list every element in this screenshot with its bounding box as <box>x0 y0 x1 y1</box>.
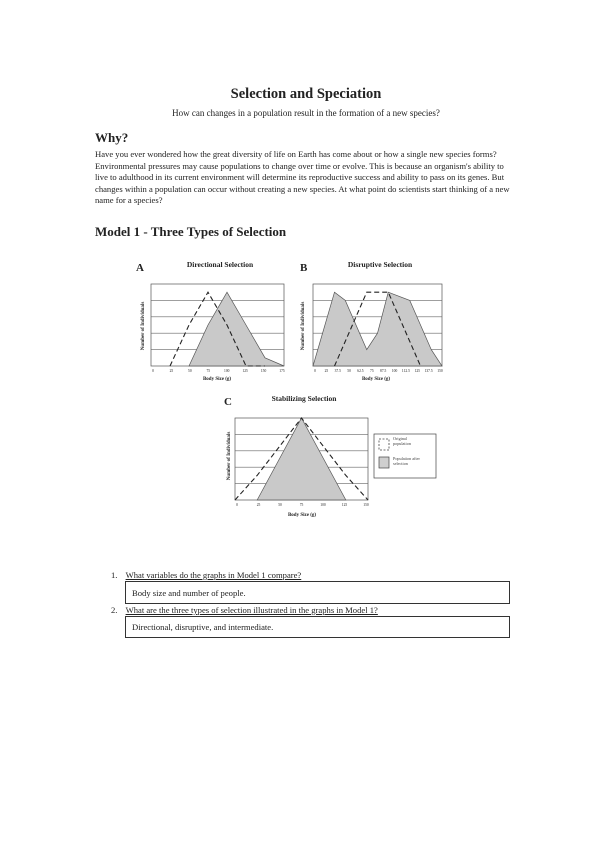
x-tick-label: 125 <box>242 369 248 373</box>
x-tick-label: 175 <box>279 369 285 373</box>
x-tick-label: 75 <box>299 503 304 507</box>
panel-letter: C <box>224 396 232 408</box>
model-heading: Model 1 - Three Types of Selection <box>95 224 287 239</box>
y-axis-label: Number of Individuals <box>227 431 232 481</box>
x-tick-label: 37.5 <box>334 369 341 373</box>
x-tick-label: 50 <box>347 369 351 373</box>
x-tick-label: 150 <box>363 503 369 507</box>
question-number: 2. <box>111 605 118 615</box>
x-tick-label: 150 <box>260 369 267 373</box>
x-tick-label: 100 <box>224 369 230 373</box>
x-tick-label: 50 <box>278 503 282 507</box>
panel-letter: B <box>300 262 308 274</box>
x-tick-label: 87.5 <box>380 369 387 373</box>
question-2 <box>111 605 378 615</box>
page-subtitle: How can changes in a population result in the formation of a new species? <box>172 108 440 118</box>
question-text: What are the three types of selection illustrated in the graphs in Model 1? <box>125 605 378 615</box>
x-tick-label: 125 <box>414 369 420 373</box>
x-tick-label: 75 <box>206 369 211 373</box>
x-axis-label: Body Size (g) <box>287 513 317 518</box>
x-tick-label: 137.5 <box>424 369 433 373</box>
panel-letter: A <box>136 262 144 274</box>
chart-stabilizing-selection <box>218 390 458 522</box>
x-tick-label: 25 <box>169 369 174 373</box>
y-axis-label: Number of Individuals <box>301 301 306 351</box>
page-title: Selection and Speciation <box>230 86 382 102</box>
x-tick-label: 50 <box>188 369 192 373</box>
x-tick-label: 75 <box>370 369 374 373</box>
x-tick-label: 0 <box>236 503 238 507</box>
x-tick-label: 25 <box>256 503 261 507</box>
x-tick-label: 25 <box>324 369 329 373</box>
question-text: What variables do the graphs in Model 1 compare? <box>125 570 302 580</box>
answer-box-2[interactable] <box>125 616 510 638</box>
question-1 <box>111 570 301 580</box>
chart-title: Directional Selection <box>186 260 254 269</box>
answer-text: Body size and number of people. <box>132 587 246 598</box>
chart-title: Stabilizing Selection <box>271 394 337 403</box>
legend-label-original: Original population <box>393 436 411 446</box>
x-tick-label: 100 <box>391 369 398 373</box>
why-heading: Why? <box>95 130 129 145</box>
x-axis-label: Body Size (g) <box>361 377 391 382</box>
x-tick-label: 150 <box>437 369 443 373</box>
question-number: 1. <box>111 570 118 580</box>
chart-title: Disruptive Selection <box>347 260 413 269</box>
answer-box-1[interactable] <box>125 581 510 604</box>
legend-swatch-after <box>379 457 389 468</box>
x-tick-label: 100 <box>320 503 326 507</box>
legend-swatch-original <box>379 439 389 450</box>
chart-directional-selection <box>134 256 294 386</box>
answer-text: Directional, disruptive, and intermediate. <box>132 622 274 632</box>
y-axis-label: Number of Individuals <box>141 301 146 351</box>
x-tick-label: 0 <box>314 369 316 373</box>
x-tick-label: 62.5 <box>357 369 364 373</box>
chart-legend <box>374 434 436 478</box>
x-tick-label: 112.5 <box>401 369 410 373</box>
x-tick-label: 0 <box>152 369 154 373</box>
why-paragraph: Have you ever wondered how the great diversity of life on Earth has come about or how a single new species forms? Environmental pressures may cause populations to change over time or evolve. This is because an organism's ability to live to adulthood in its current environment will determine its reproductive success and ability to pass on its genes. But changes within a population can occur without creating a new species. At what point do scientists start thinking of a new name for a species? <box>95 149 510 206</box>
x-axis-label: Body Size (g) <box>202 377 232 382</box>
chart-disruptive-selection <box>296 256 456 386</box>
legend-label-after: Population after selection <box>393 456 420 466</box>
x-tick-label: 125 <box>341 503 348 507</box>
